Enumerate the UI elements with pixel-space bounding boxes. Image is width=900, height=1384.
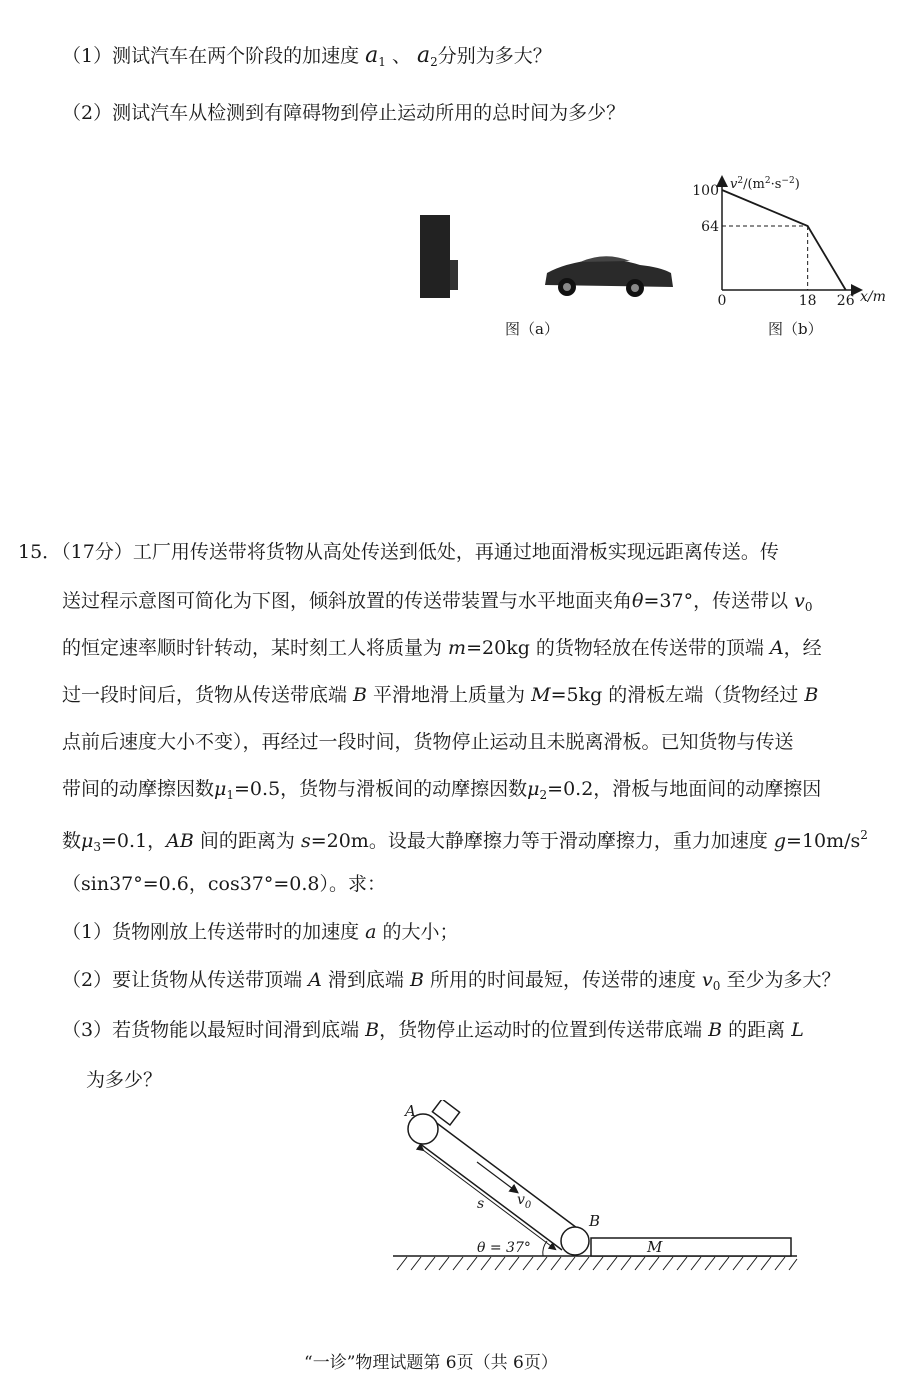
label-A: A <box>405 1102 416 1120</box>
belt-top-edge <box>430 1118 577 1228</box>
figure-b-v2-x-graph <box>690 172 890 312</box>
q15-part3-cont: 为多少？ <box>86 1069 163 1091</box>
q15-stem-line-2: 送过程示意图可简化为下图，倾斜放置的传送带装置与水平地面夹角θ=37°，传送带以 $v_0$ <box>62 590 813 614</box>
x-tick-26: 26 <box>836 293 855 309</box>
q15-stem-line-5: 点前后速度大小不变），再经过一段时间，货物停止运动且未脱离滑板。已知货物与传送 <box>62 731 794 753</box>
y-tick-64: 64 <box>701 219 719 235</box>
figure-a-caption: 图（a） <box>505 320 559 338</box>
figure-conveyor-belt <box>385 1100 805 1285</box>
q15-stem-line-3: 的恒定速率顺时针转动，某时刻工人将质量为 m=20kg 的货物轻放在传送带的顶端 A，经 <box>62 637 822 659</box>
ground-hatch <box>397 1257 797 1270</box>
q15-part1: （1）货物刚放上传送带时的加速度 a 的大小； <box>62 921 459 943</box>
x-axis-label: x/m <box>860 289 886 305</box>
series-line-v2 <box>722 190 846 290</box>
page-footer: “一诊”物理试题第 6页（共 6页） <box>304 1353 558 1373</box>
y-tick-100: 100 <box>692 183 719 199</box>
q15-stem-line-4: 过一段时间后，货物从传送带底端 B 平滑地滑上质量为 M=5kg 的滑板左端（货物经过 B <box>62 684 819 706</box>
label-v0: $v_0$ <box>517 1192 532 1211</box>
x-tick-18: 18 <box>798 293 817 309</box>
velocity-arrow <box>477 1162 517 1192</box>
figure-a-obstacle-car <box>415 205 690 315</box>
board-M <box>591 1238 791 1256</box>
q15-part3: （3）若货物能以最短时间滑到底端 B，货物停止运动时的位置到传送带底端 B 的距离 L <box>62 1019 804 1041</box>
belt-bottom-edge <box>415 1140 562 1250</box>
pulley-bottom <box>561 1227 589 1255</box>
q14-part1: （1）测试汽车在两个阶段的加速度 $a_1$ 、 $a_2$分别为多大？ <box>62 43 552 69</box>
q15-stem-line-6: 带间的动摩擦因数$\mu_1=0.5$，货物与滑板间的动摩擦因数$\mu_2=0.2$，滑板与地面间的动摩擦因 <box>62 778 822 802</box>
label-B: B <box>589 1212 601 1230</box>
obstacle-wall <box>420 215 450 298</box>
label-theta: θ = 37° <box>477 1240 531 1256</box>
q15-stem-line-7: 数$\mu_3=0.1$，AB 间的距离为 s=20m。设最大静摩擦力等于滑动摩擦力，重力加速度 $g=10m/s^2$ <box>62 828 868 854</box>
angle-arc <box>543 1241 547 1256</box>
label-M: M <box>647 1238 663 1256</box>
q15-part2: （2）要让货物从传送带顶端 A 滑到底端 B 所用的时间最短，传送带的速度 $v_0$ 至少为多大？ <box>62 969 841 993</box>
label-s: s <box>477 1196 485 1212</box>
car-icon <box>545 256 673 297</box>
distance-arrow-s <box>423 1150 555 1249</box>
y-axis-label: $v^2/(m^2\cdot s^{-2})$ <box>730 176 800 192</box>
q15-stem-line-1: 15．（17分）工厂用传送带将货物从高处传送到低处，再通过地面滑板实现远距离传送。传 <box>18 541 779 563</box>
q14-part2: （2）测试汽车从检测到有障碍物到停止运动所用的总时间为多少？ <box>62 102 626 124</box>
origin-label: 0 <box>717 293 727 309</box>
q15-stem-line-8: （sin37°=0.6，cos37°=0.8）。求： <box>62 873 387 895</box>
figure-b-caption: 图（b） <box>768 320 823 338</box>
